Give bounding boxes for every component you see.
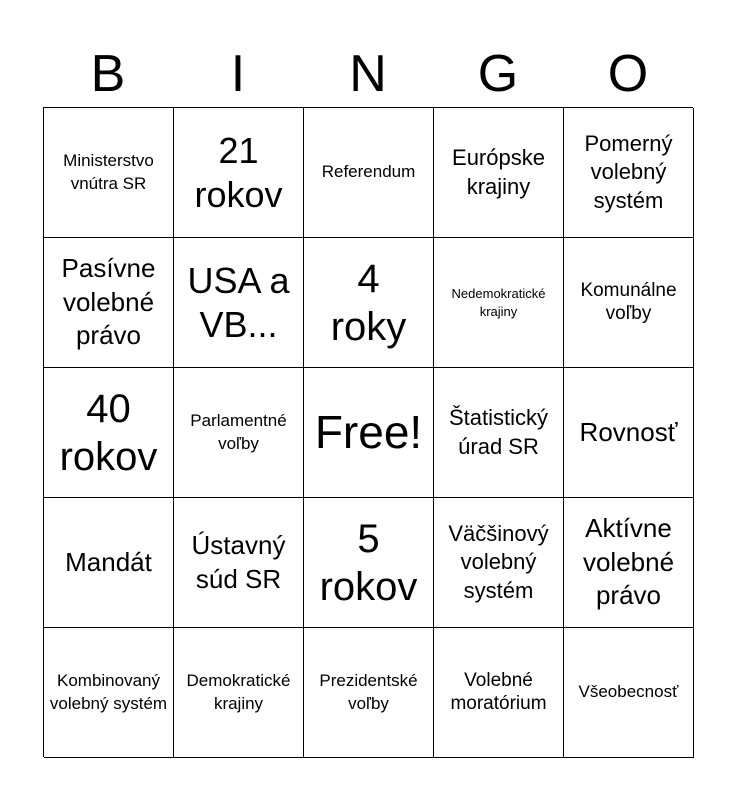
cell-label: Štatistický úrad SR bbox=[448, 404, 549, 459]
bingo-cell[interactable] bbox=[174, 238, 304, 368]
bingo-cell[interactable] bbox=[304, 238, 434, 368]
bingo-cell[interactable] bbox=[434, 628, 564, 758]
bingo-cell[interactable] bbox=[434, 108, 564, 238]
cell-label: Parlamentné voľby bbox=[190, 411, 287, 453]
cell-label: USA a VB... bbox=[187, 260, 290, 345]
bingo-cell[interactable] bbox=[564, 368, 694, 498]
bingo-cell[interactable] bbox=[174, 108, 304, 238]
cell-label: Referendum bbox=[321, 162, 416, 182]
cell-label: Demokratické krajiny bbox=[186, 671, 291, 713]
bingo-header bbox=[43, 40, 693, 108]
cell-label: Volebné moratórium bbox=[450, 669, 547, 714]
header-letter-g: G bbox=[477, 45, 519, 103]
cell-label: Pomerný volebný systém bbox=[584, 130, 673, 213]
cell-label: Rovnosť bbox=[579, 416, 678, 447]
bingo-cell[interactable] bbox=[304, 628, 434, 758]
bingo-cell[interactable] bbox=[44, 108, 174, 238]
cell-label: Pasívne volebné právo bbox=[61, 252, 156, 351]
bingo-cell[interactable] bbox=[174, 368, 304, 498]
bingo-cell[interactable] bbox=[564, 238, 694, 368]
bingo-cell[interactable] bbox=[564, 628, 694, 758]
cell-label: 4 roky bbox=[330, 256, 407, 349]
cell-label: Prezidentské voľby bbox=[319, 671, 418, 713]
header-letter-o: O bbox=[607, 45, 649, 103]
cell-label: Mandát bbox=[65, 546, 152, 577]
cell-label: 5 rokov bbox=[319, 516, 418, 609]
header-letter-i: I bbox=[230, 45, 246, 103]
header-letter-n: N bbox=[349, 45, 387, 103]
header-letter-b: B bbox=[90, 45, 126, 103]
bingo-cell[interactable] bbox=[174, 498, 304, 628]
cell-label: Komunálne voľby bbox=[580, 279, 677, 324]
free-space: Free! bbox=[314, 405, 423, 458]
cell-label: Ústavný súd SR bbox=[191, 529, 286, 594]
bingo-cell[interactable] bbox=[44, 628, 174, 758]
bingo-cell[interactable] bbox=[434, 368, 564, 498]
bingo-cell[interactable] bbox=[304, 498, 434, 628]
bingo-cell[interactable] bbox=[564, 108, 694, 238]
bingo-cell[interactable] bbox=[564, 498, 694, 628]
bingo-cell[interactable] bbox=[44, 368, 174, 498]
bingo-cell[interactable] bbox=[44, 498, 174, 628]
cell-label: Kombinovaný volebný systém bbox=[49, 671, 168, 713]
cell-label: Ministerstvo vnútra SR bbox=[63, 151, 154, 193]
cell-label: Väčšinový volebný systém bbox=[448, 520, 549, 603]
cell-label: Aktívne volebné právo bbox=[582, 512, 675, 611]
cell-label: Európske krajiny bbox=[452, 144, 545, 199]
bingo-cell[interactable] bbox=[304, 108, 434, 238]
cell-label: Všeobecnosť bbox=[578, 682, 679, 702]
bingo-cell[interactable] bbox=[434, 238, 564, 368]
bingo-cell[interactable] bbox=[434, 498, 564, 628]
cell-label: 21 rokov bbox=[194, 130, 283, 215]
cell-label: Nedemokratické krajiny bbox=[451, 285, 546, 319]
bingo-cell[interactable] bbox=[304, 368, 434, 498]
bingo-board bbox=[43, 107, 693, 757]
bingo-cell[interactable] bbox=[44, 238, 174, 368]
cell-label: 40 rokov bbox=[59, 386, 158, 479]
bingo-cell[interactable] bbox=[174, 628, 304, 758]
